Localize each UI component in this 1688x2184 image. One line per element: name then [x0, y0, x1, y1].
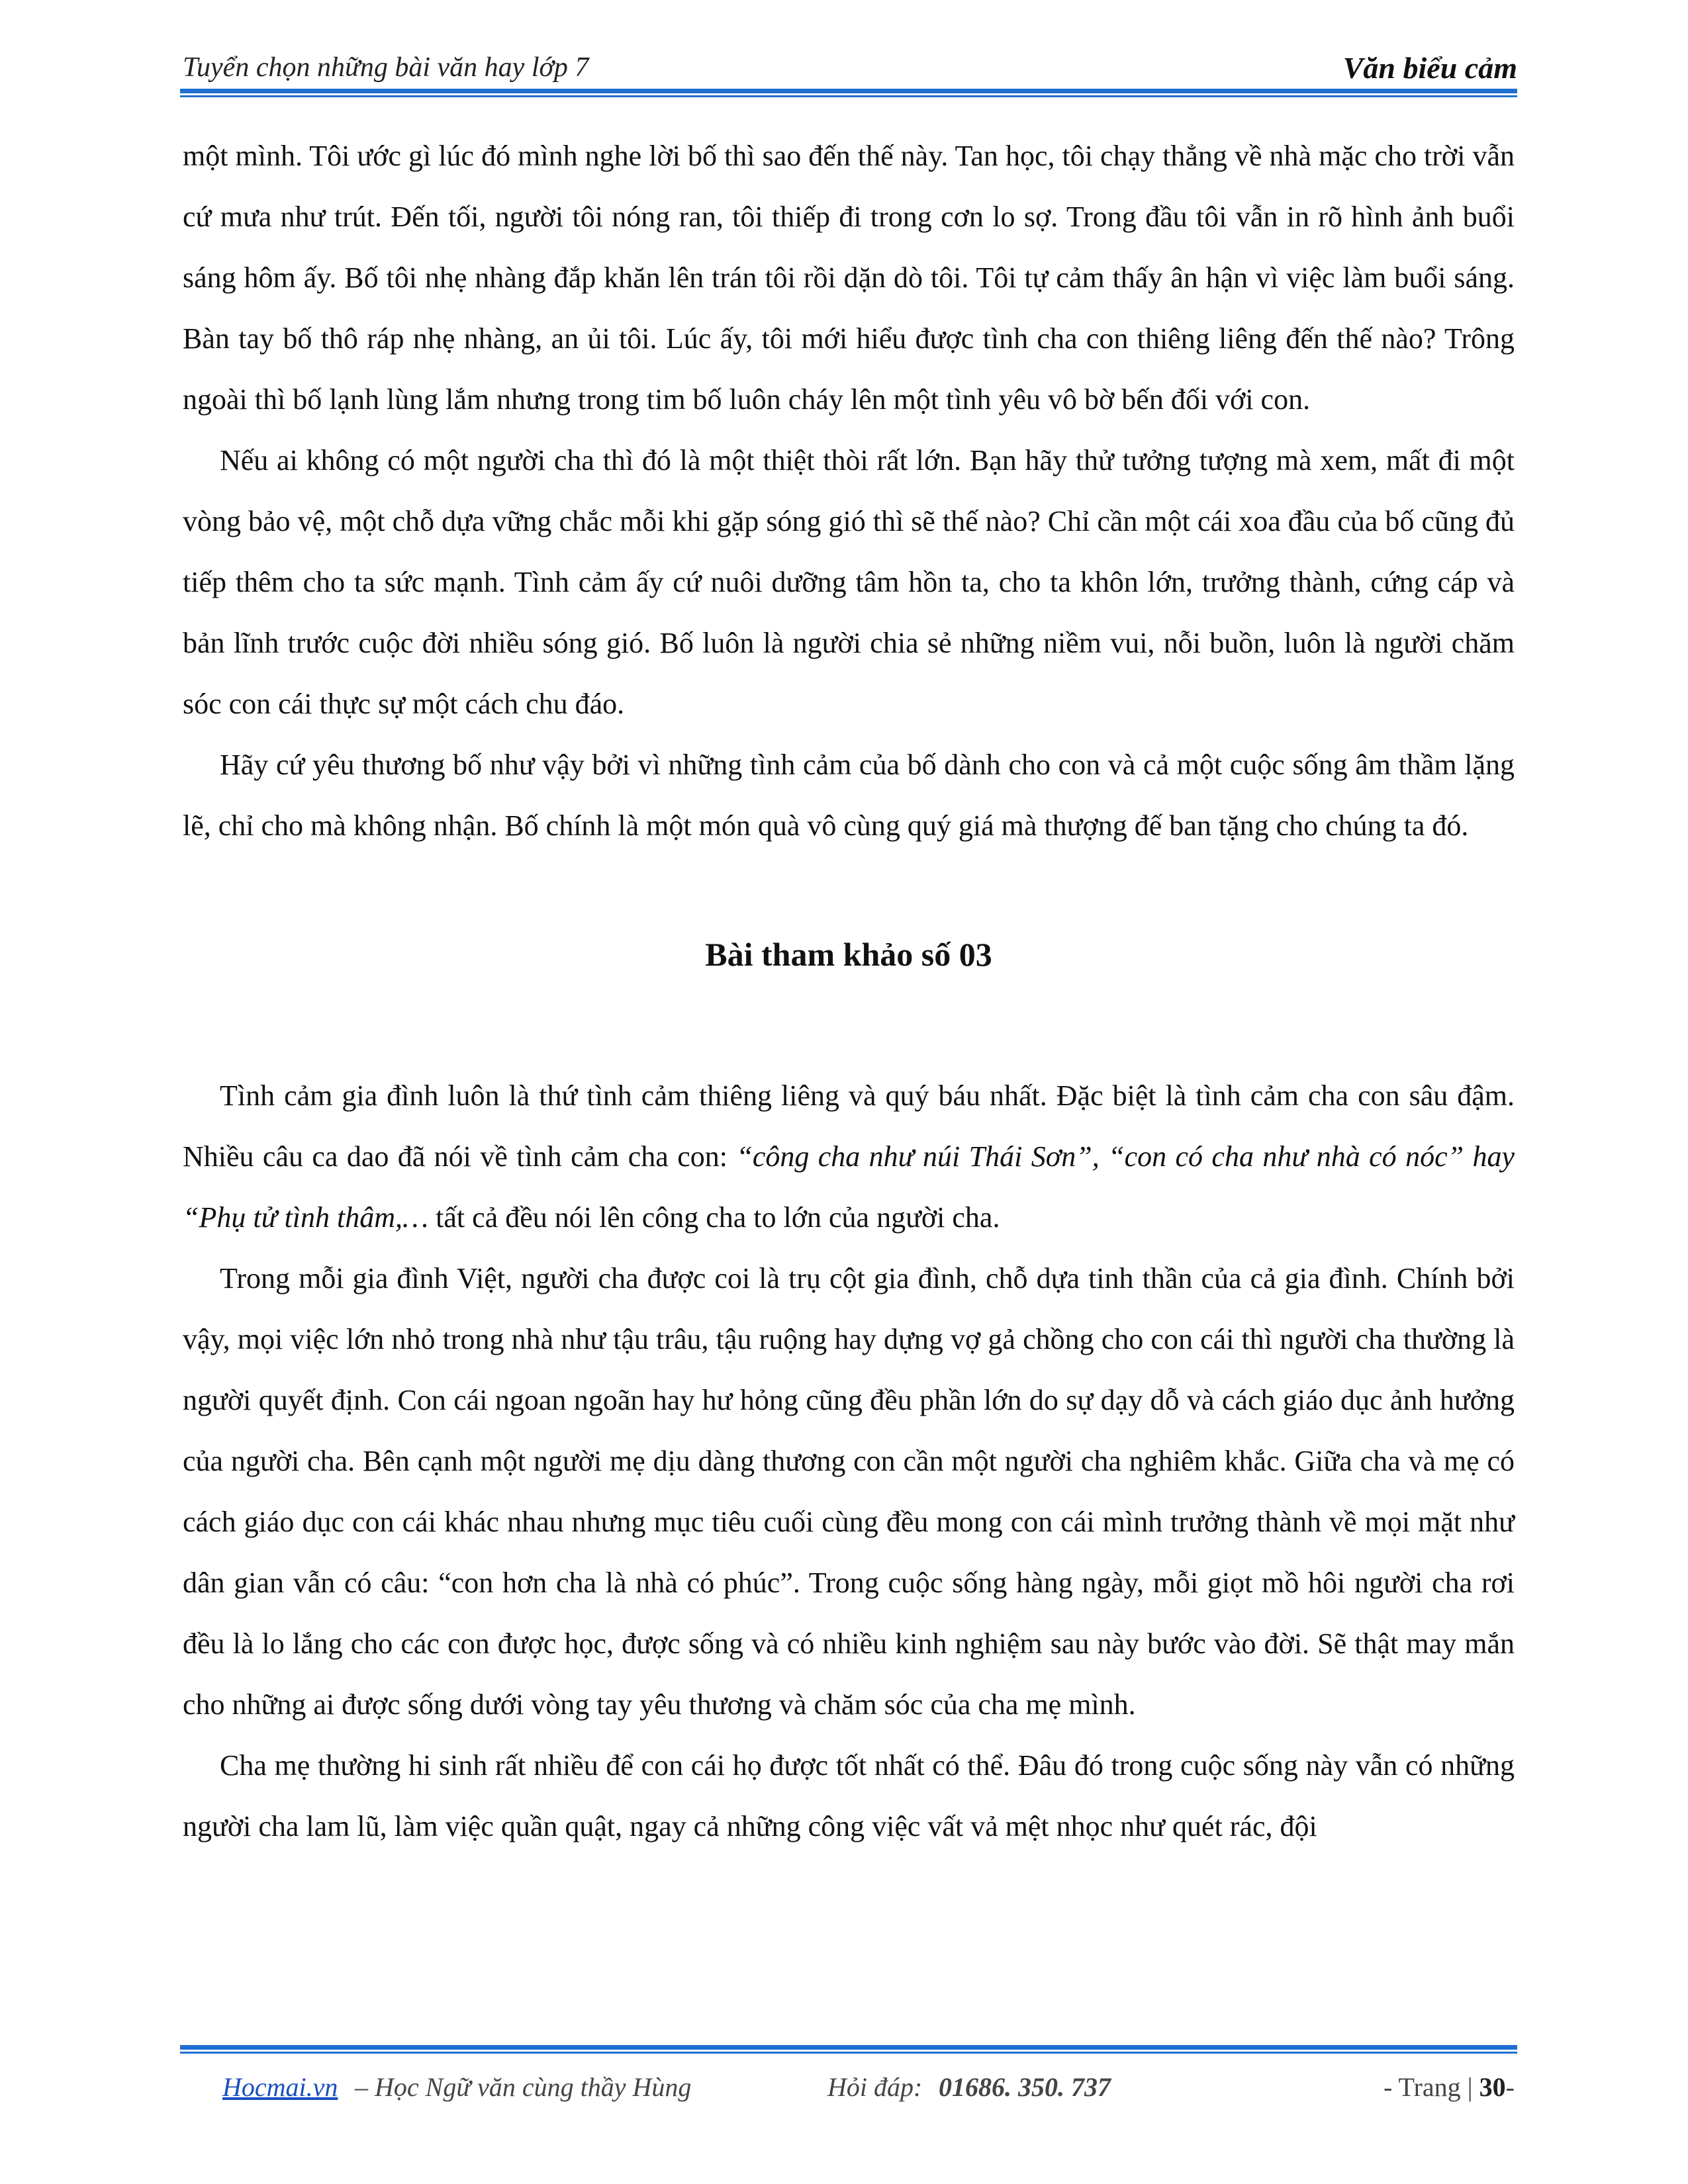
footer-hotline-number: 01686. 350. 737	[939, 2072, 1111, 2102]
paragraph-4-end: tất cả đều nói lên công cha to lớn của người cha.	[428, 1201, 1000, 1234]
paragraph-4-quotes: “công cha như núi Thái Sơn”, “con có cha như nhà có nóc” hay “Phụ tử tình thâm,…	[183, 1140, 1515, 1234]
paragraph-1: một mình. Tôi ước gì lúc đó mình nghe lời bố thì sao đến thế này. Tan học, tôi chạy thẳng về nhà mặc cho trời vẫn cứ mưa như trút. Đến tối, người tôi nóng ran, tôi thiếp đi trong cơn lo sợ. Trong đầu tôi vẫn in rõ hình ảnh buổi sáng hôm ấy. Bố tôi nhẹ nhàng đắp khăn lên trán tôi rồi dặn dò tôi. Tôi tự cảm thấy ân hận vì việc làm buổi sáng. Bàn tay bố thô ráp nhẹ nhàng, an ủi tôi. Lúc ấy, tôi mới hiểu được tình cha con thiêng liêng đến thế nào? Trông ngoài thì bố lạnh lùng lắm nhưng trong tim bố luôn cháy lên một tình yêu vô bờ bến đối với con.	[183, 140, 1515, 416]
section-title: Bài tham khảo số 03	[705, 936, 992, 973]
footer-page-label: - Trang |	[1383, 2072, 1473, 2102]
paragraph-4-start: Tình cảm gia đình luôn là thứ tình cảm thiêng liêng và quý báu nhất. Đặc biệt là tình cảm cha con sâu đậm. Nhiều câu ca dao đã nói về tình cảm cha con:	[183, 1079, 1515, 1173]
header-genre-title: Văn biểu cảm	[1342, 51, 1517, 85]
footer-site-link[interactable]: Hocmai.vn	[222, 2072, 338, 2102]
footer-page-suffix: -	[1505, 2072, 1515, 2102]
paragraph-4	[183, 1066, 1515, 1248]
footer-page-indicator	[1383, 2071, 1515, 2103]
paragraph-3: Hãy cứ yêu thương bố như vậy bởi vì những tình cảm của bố dành cho con và cả một cuộc sống âm thầm lặng lẽ, chỉ cho mà không nhận. Bố chính là một món quà vô cùng quý giá mà thượng đế ban tặng cho chúng ta đó.	[183, 749, 1515, 842]
header-document-title: Tuyển chọn những bài văn hay lớp 7	[183, 52, 589, 83]
paragraph-5: Trong mỗi gia đình Việt, người cha được coi là trụ cột gia đình, chỗ dựa tinh thần của cả gia đình. Chính bởi vậy, mọi việc lớn nhỏ trong nhà như tậu trâu, tậu ruộng hay dựng vợ gả chồng cho con cái thì người cha thường là người quyết định. Con cái ngoan ngoãn hay hư hỏng cũng đều phần lớn do sự dạy dỗ và cách giáo dục ảnh hưởng của người cha. Bên cạnh một người mẹ dịu dàng thương con cần một người cha nghiêm khắc. Giữa cha và mẹ có cách giáo dục con cái khác nhau nhưng mục tiêu cuối cùng đều mong con cái mình trưởng thành về mọi mặt như dân gian vẫn có câu: “con hơn cha là nhà có phúc”. Trong cuộc sống hàng ngày, mỗi giọt mồ hôi người cha rơi đều là lo lắng cho các con được học, được sống và có nhiều kinh nghiệm sau này bước vào đời. Sẽ thật may mắn cho những ai được sống dưới vòng tay yêu thương và chăm sóc của cha mẹ mình.	[183, 1262, 1515, 1721]
paragraph-6: Cha mẹ thường hi sinh rất nhiều để con cái họ được tốt nhất có thể. Đâu đó trong cuộc sống này vẫn có những người cha lam lũ, làm việc quần quật, ngay cả những công việc vất vả mệt nhọc như quét rác, đội	[183, 1749, 1515, 1843]
footer-page-number: 30	[1479, 2072, 1506, 2102]
footer-hotline-label: Hỏi đáp:	[827, 2072, 923, 2102]
footer-tagline: – Học Ngữ văn cùng thầy Hùng	[355, 2072, 692, 2102]
page-body	[183, 126, 1515, 1857]
header-divider	[180, 89, 1517, 98]
paragraph-2: Nếu ai không có một người cha thì đó là một thiệt thòi rất lớn. Bạn hãy thử tưởng tượng mà xem, mất đi một vòng bảo vệ, một chỗ dựa vững chắc mỗi khi gặp sóng gió thì sẽ thế nào? Chỉ cần một cái xoa đầu của bố cũng đủ tiếp thêm cho ta sức mạnh. Tình cảm ấy cứ nuôi dưỡng tâm hồn ta, cho ta khôn lớn, trưởng thành, cứng cáp và bản lĩnh trước cuộc đời nhiều sóng gió. Bố luôn là người chia sẻ những niềm vui, nỗi buồn, luôn là người chăm sóc con cái thực sự một cách chu đáo.	[183, 444, 1515, 720]
footer-divider	[180, 2045, 1517, 2054]
